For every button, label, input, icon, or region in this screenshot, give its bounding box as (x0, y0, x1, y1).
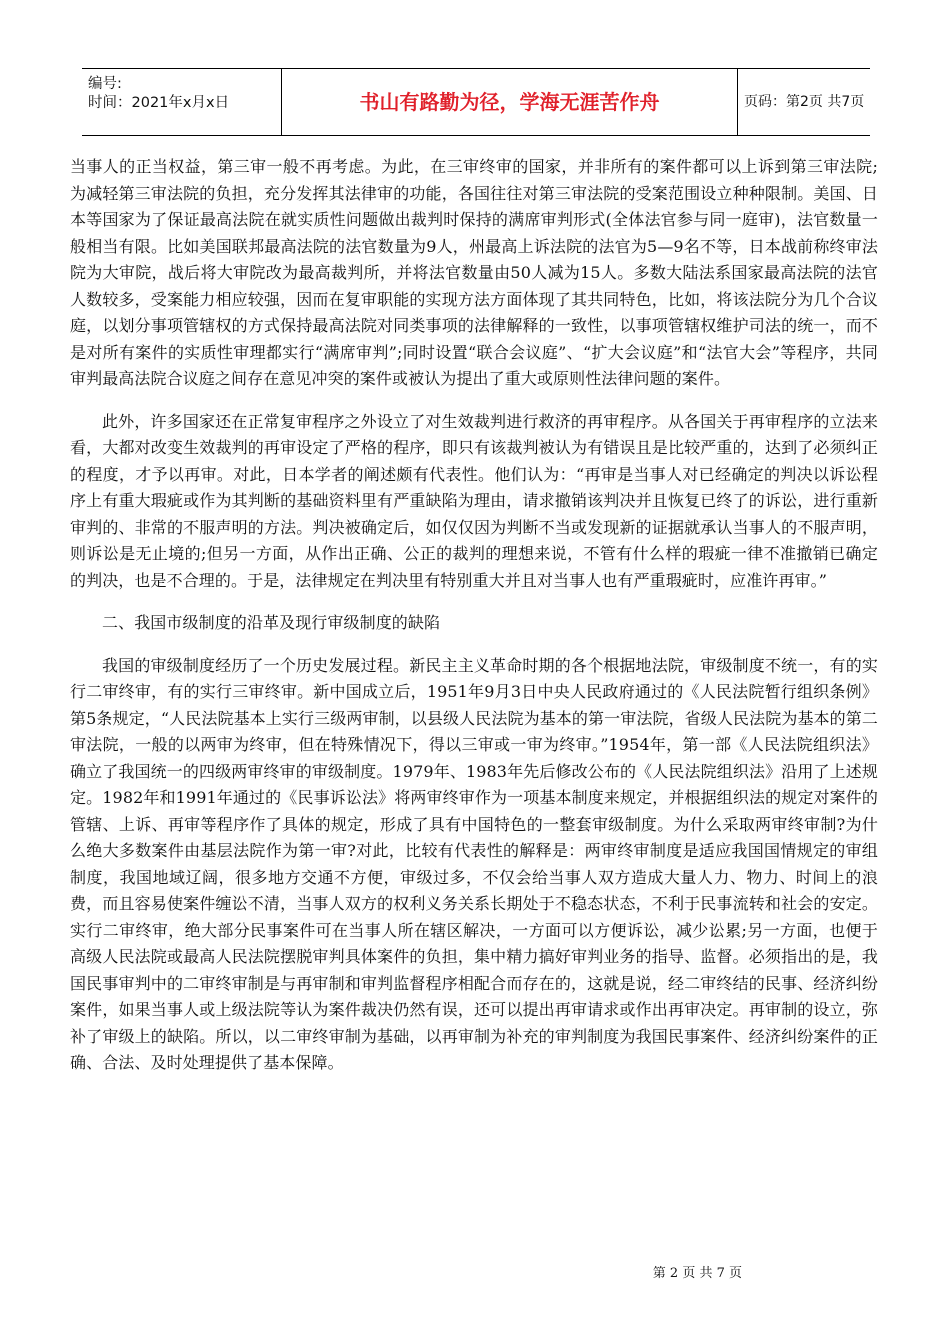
header-meta-cell (82, 69, 282, 135)
paragraph-2: 此外，许多国家还在正常复审程序之外设立了对生效裁判进行救济的再审程序。从各国关于再审程序的立法来看，大都对改变生效裁判的再审设定了严格的程序，即只有该裁判被认为有错误且是比较严重的，达到了必须纠正的程度，才予以再审。对此，日本学者的阐述颇有代表性。他们认为：“再审是当事人对已经确定的判决以诉讼程序上有重大瑕疵或作为其判断的基础资料里有严重缺陷为理由，请求撤销该判决并且恢复已终了的诉讼，进行重新审判的、非常的不服声明的方法。判决被确定后，如仅仅因为判断不当或发现新的证据就承认当事人的不服声明，则诉讼是无止境的;但另一方面，从作出正确、公正的裁判的理想来说，不管有什么样的瑕疵一律不准撤销已确定的判决，也是不合理的。于是，法律规定在判决里有特别重大并且对当事人也有严重瑕疵时，应准许再审。” (70, 411, 878, 590)
document-body (70, 154, 878, 1093)
header-page-info: 页码：第2页 共7页 (744, 94, 865, 110)
page-header (82, 68, 870, 136)
footer-page-number: 第 2 页 共 7 页 (652, 1266, 742, 1281)
page-footer (0, 1262, 950, 1281)
time-label: 时间：2021年x月x日 (88, 95, 230, 111)
header-motto: 书山有路勤为径，学海无涯苦作舟 (282, 69, 738, 135)
paragraph-1: 当事人的正当权益，第三审一般不再考虑。为此，在三审终审的国家，并非所有的案件都可以上诉到第三审法院;为减轻第三审法院的负担，充分发挥其法律审的功能，各国往往对第三审法院的受案范围设立种种限制。美国、日本等国家为了保证最高法院在就实质性问题做出裁判时保持的满席审判形式(全体法官参与同一庭审)，法官数量一般相当有限。比如美国联邦最高法院的法官数量为9人，州最高上诉法院的法官为5—9名不等，日本战前称终审法院为大审院，战后将大审院改为最高裁判所，并将法官数量由50人减为15人。多数大陆法系国家最高法院的法官人数较多，受案能力相应较强，因而在复审职能的实现方法方面体现了其共同特色，比如，将该法院分为几个合议庭，以划分事项管辖权的方式保持最高法院对同类事项的法律解释的一致性，以事项管辖权维护司法的统一，而不是对所有案件的实质性审理都实行“满席审判”;同时设置“联合会议庭”、“扩大会议庭”和“法官大会”等程序，共同审判最高法院合议庭之间存在意见冲突的案件或被认为提出了重大或原则性法律问题的案件。 (70, 157, 878, 388)
section-heading: 二、我国市级制度的沿革及现行审级制度的缺陷 (102, 613, 441, 632)
number-label: 编号: (88, 76, 122, 92)
paragraph-3: 我国的审级制度经历了一个历史发展过程。新民主主义革命时期的各个根据地法院，审级制度不统一，有的实行二审终审，有的实行三审终审。新中国成立后，1951年9月3日中央人民政府通过的《人民法院暂行组织条例》第5条规定，“人民法院基本上实行三级两审制，以县级人民法院为基本的第一审法院，省级人民法院为基本的第二审法院，一般的以两审为终审，但在特殊情况下，得以三审或一审为终审。”1954年，第一部《人民法院组织法》确立了我国统一的四级两审终审的审级制度。1979年、1983年先后修改公布的《人民法院组织法》沿用了上述规定。1982年和1991年通过的《民事诉讼法》将两审终审作为一项基本制度来规定，并根据组织法的规定对案件的管辖、上诉、再审等程序作了具体的规定，形成了具有中国特色的一整套审级制度。为什么采取两审终审制?为什么绝大多数案件由基层法院作为第一审?对此，比较有代表性的解释是：两审终审制度是适应我国国情规定的审组制度，我国地域辽阔，很多地方交通不方便，审级过多，不仅会给当事人双方造成大量人力、物力、时间上的浪费，而且容易使案件缠讼不清，当事人双方的权利义务关系长期处于不稳态状态，不利于民事流转和社会的安定。实行二审终审，绝大部分民事案件可在当事人所在辖区解决，一方面可以方便诉讼，减少讼累;另一方面，也便于高级人民法院或最高人民法院摆脱审判具体案件的负担，集中精力搞好审判业务的指导、监督。必须指出的是，我国民事审判中的二审终审制是与再审制和审判监督程序相配合而存在的，这就是说，经二审终结的民事、经济纠纷案件，如果当事人或上级法院等认为案件裁决仍然有误，还可以提出再审请求或作出再审决定。再审制的设立，弥补了审级上的缺陷。所以，以二审终审制为基础，以再审制为补充的审判制度为我国民事案件、经济纠纷案件的正确、合法、及时处理提供了基本保障。 (70, 655, 878, 1072)
